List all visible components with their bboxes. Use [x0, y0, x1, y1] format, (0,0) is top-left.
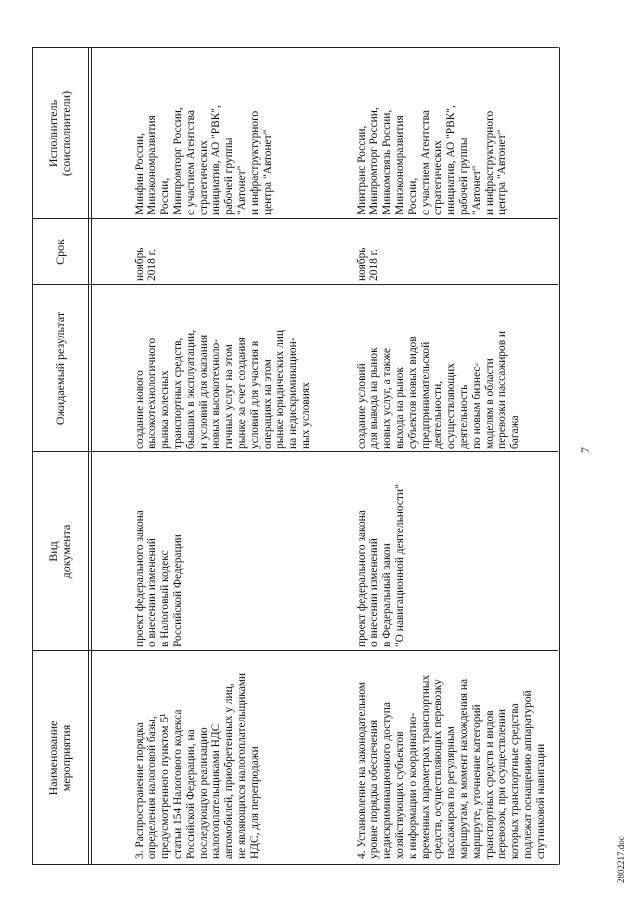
header-deadline: Срок	[52, 239, 67, 265]
table-border-left	[32, 864, 558, 865]
row1-result: создание нового высокотехнологичного рынка колесных транспортных средств, бывших в эксплуатации, и условий для оказания новых высокотехноло- гичных услуг на этом рынке за счет создания условий для участия в операциях на этом рынке юридических лиц на недискриминацион- ных условиях	[133, 329, 312, 449]
header-result: Ожидаемый результат	[52, 311, 67, 426]
footer-doc-filename: 2802217.doc	[616, 836, 626, 883]
header-executor: Исполнитель (соисполнители)	[46, 90, 73, 177]
page-number: 7	[578, 447, 592, 453]
header-name: Наименование мероприятия	[46, 720, 73, 796]
row1-doc-type: проект федерального закона о внесении изменений в Налоговый кодекс Российской Федерации	[133, 510, 184, 647]
column-divider	[32, 218, 558, 219]
row1-executor: Минфин России, Минэкономразвития России, Минпромторг России, с участием Агентства стратегических инициатив, АО "РВК", рабочей группы "Автонет" и инфраструктурного центра "Автонет"	[133, 105, 274, 215]
row2-deadline: ноябрь 2018 г.	[355, 247, 381, 281]
row2-doc-type: проект федерального закона о внесении изменений в Федеральный закон "О навигационной деятельности"	[355, 484, 406, 647]
table-border-right	[32, 47, 558, 48]
header-doc-type: Вид документа	[46, 524, 73, 579]
header-rule	[88, 47, 89, 865]
row2-result: создание условий для вывода на рынок новых услуг, а также выхода на рынок субъектов новых видов предпринимательской деятельности, осуществляющих деятельность по новым бизнес- моделям в области перевозки пассажиров и багажа	[355, 330, 522, 449]
row1-deadline: ноябрь 2018 г.	[133, 247, 159, 281]
row2-name: 4. Установление на законодательном уровне порядка обеспечения недискриминационного доступа хозяйствующих субъектов к информации о координатно- временных параметрах транспортных средств, осуществляющих перевозку пассажиров по регулярным маршрутам, в момент нахождения на маршруте, уточнение категорий транспортных средств и видов перевозок, при осуществлении которых транспортные средства подлежат оснащению аппаратурой спутниковой навигации	[355, 674, 547, 859]
column-divider	[32, 284, 558, 285]
row1-name: 3. Распространение порядка определения налоговой базы, предусмотренного пунктом 5¹ статьи 154 Налогового кодекса Российской Федерации, на последующую реализацию налогоплательщиками НДС автомобилей, приобретенных у лиц, не являющихся налогоплательщиками НДС, для перепродажи	[133, 672, 261, 859]
column-divider	[32, 451, 558, 452]
header-rule	[91, 47, 92, 865]
row2-executor: Минтранс России, Минпромторг России, Минкомсвязь России, Минэкономразвития России, с участием Агентства стратегических инициатив, АО "РВК", рабочей группы "Автонет" и инфраструктурного центра "Автонет"	[355, 105, 509, 215]
column-divider	[32, 650, 558, 651]
